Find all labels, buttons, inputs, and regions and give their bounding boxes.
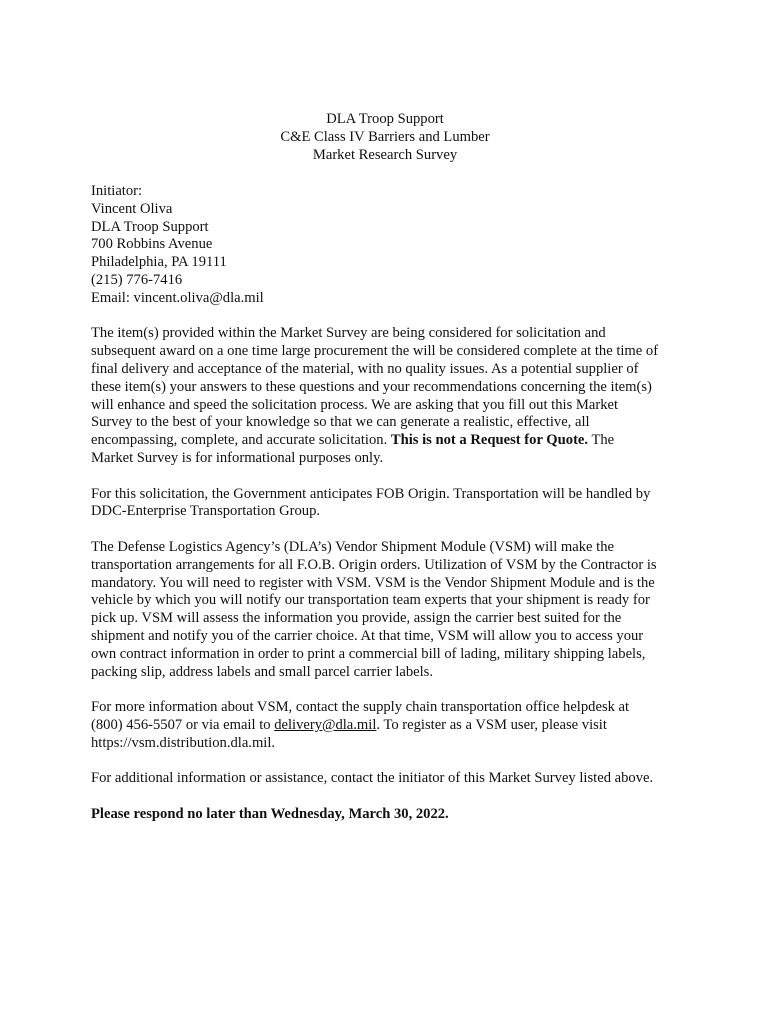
header-agency: DLA Troop Support [326, 111, 444, 127]
text-line [91, 717, 691, 735]
text-line: will enhance and speed the solicitation process. We are asking that you fill out this Market [91, 396, 619, 413]
initiator-street: 700 Robbins Avenue [91, 236, 213, 253]
paragraph-additional-info [91, 770, 691, 788]
text-line: shipment and notify you of the carrier choice. At that time, VSM will allow you to access your [91, 627, 644, 644]
text-line: For more information about VSM, contact the supply chain transportation office helpdesk at [91, 699, 630, 716]
deadline-text: Please respond no later than Wednesday, March 30, 2022. [91, 805, 449, 822]
text-line: The item(s) provided within the Market Survey are being considered for solicitation and [91, 325, 606, 342]
text-line [91, 432, 691, 450]
text-line: For additional information or assistance, contact the initiator of this Market Survey listed above. [91, 770, 654, 787]
text-line: transportation arrangements for all F.O.B. Origin orders. Utilization of VSM by the Contractor is [91, 556, 657, 573]
text-line: own contract information in order to print a commercial bill of lading, military shipping labels, [91, 645, 646, 662]
document-header [0, 111, 770, 164]
text-segment: (800) 456-5507 or via email to [91, 716, 275, 733]
initiator-email: Email: vincent.oliva@dla.mil [91, 289, 264, 306]
text-line: The Defense Logistics Agency’s (DLA’s) Vendor Shipment Module (VSM) will make the [91, 538, 614, 555]
initiator-label: Initiator: [91, 183, 143, 199]
paragraph-vsm-contact [91, 699, 691, 752]
text-line: DDC-Enterprise Transportation Group. [91, 503, 321, 520]
text-line: final delivery and acceptance of the material, with no quality issues. As a potential supplier of [91, 360, 639, 377]
initiator-phone: (215) 776-7416 [91, 271, 183, 288]
text-segment: . To register as a VSM user, please visit [376, 716, 607, 733]
text-line: pick up. VSM will assess the information you provide, assign the carrier best suited for the [91, 610, 622, 627]
text-line: packing slip, address labels and small parcel carrier labels. [91, 663, 434, 680]
header-survey-title: Market Research Survey [312, 146, 458, 163]
initiator-block [91, 183, 691, 308]
response-deadline [91, 806, 691, 824]
text-line: Survey to the best of your knowledge so that we can generate a realistic, effective, all [91, 414, 590, 431]
not-rfq-notice: This is not a Request for Quote. [390, 432, 589, 449]
text-line: mandatory. You will need to register with VSM. VSM is the Vendor Shipment Module and is the [91, 574, 655, 591]
text-line: subsequent award on a one time large procurement the will be considered complete at the time of [91, 343, 659, 360]
text-segment: The [588, 432, 615, 449]
paragraph-market-survey [91, 325, 691, 467]
text-segment: encompassing, complete, and accurate solicitation. [91, 432, 391, 449]
delivery-email-link[interactable]: delivery@dla.mil [274, 716, 377, 733]
vsm-url-text: https://vsm.distribution.dla.mil. [91, 734, 276, 751]
text-line: Market Survey is for informational purposes only. [91, 449, 384, 466]
initiator-city: Philadelphia, PA 19111 [91, 254, 227, 271]
initiator-org: DLA Troop Support [91, 218, 209, 235]
text-line: vehicle by which you will notify our transportation team experts that your shipment is ready for [91, 592, 650, 609]
paragraph-vsm [91, 539, 691, 681]
header-subject: C&E Class IV Barriers and Lumber [280, 128, 490, 145]
paragraph-fob-origin [91, 486, 691, 522]
text-line: For this solicitation, the Government anticipates FOB Origin. Transportation will be handled by [91, 485, 651, 502]
initiator-name: Vincent Oliva [91, 200, 173, 217]
document-body [91, 183, 691, 841]
text-line: these item(s) your answers to these questions and your recommendations concerning the item(s) [91, 378, 652, 395]
